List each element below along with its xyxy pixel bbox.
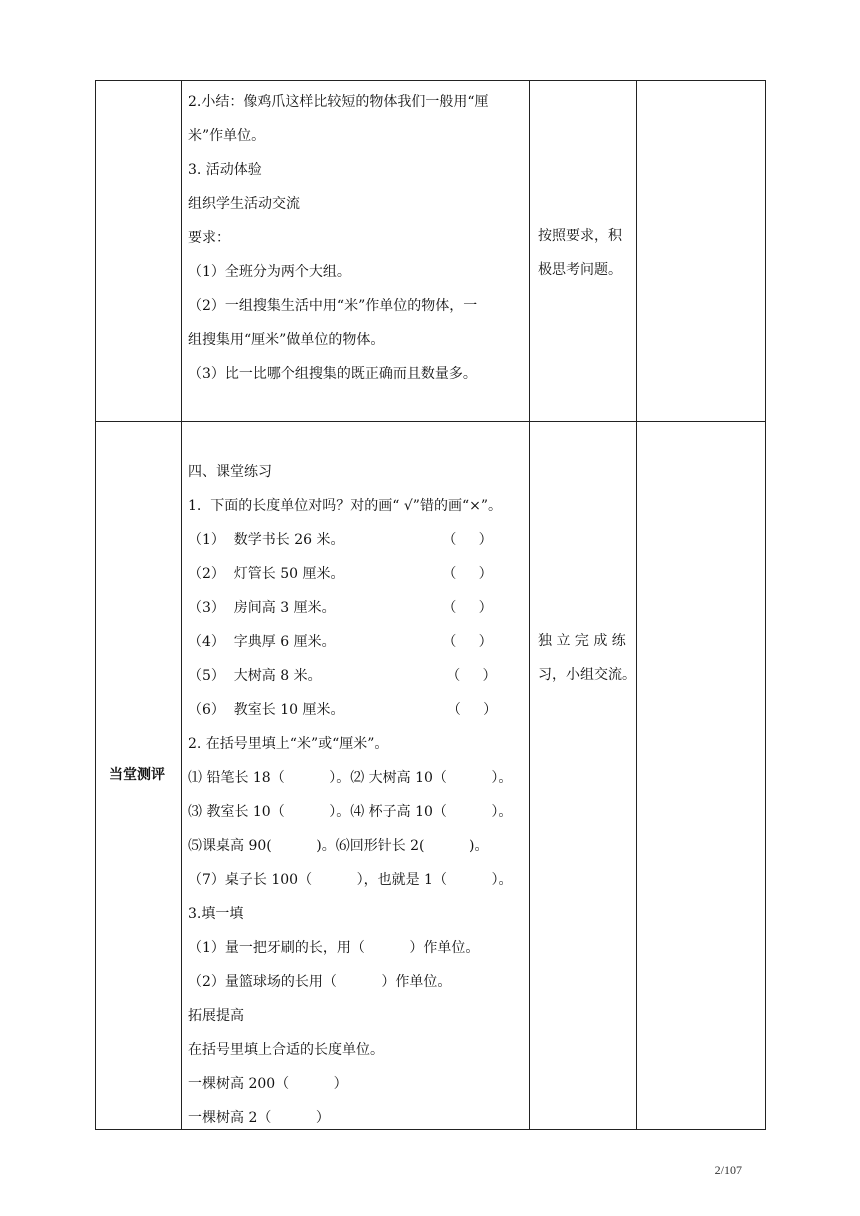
content-line: 拓展提高 <box>188 1008 244 1024</box>
content-line: （7）桌子长 100（ ），也就是 1（ ）。 <box>188 872 513 888</box>
student-activity-line: 习，小组交流。 <box>538 667 636 683</box>
content-line: ⑶ 教室长 10（ ）。⑷ 杯子高 10（ ）。 <box>188 804 513 820</box>
content-line: （1） 数学书长 26 米。 （ ） <box>188 532 493 548</box>
content-line: （2）量篮球场的长用（ ）作单位。 <box>188 974 452 990</box>
content-line: 组搜集用“厘米”做单位的物体。 <box>188 332 385 348</box>
content-line: （6） 教室长 10 厘米。 （ ） <box>188 702 498 718</box>
content-line: （1）量一把牙刷的长，用（ ）作单位。 <box>188 940 480 956</box>
content-line: 3. 活动体验 <box>188 162 262 178</box>
column-divider-1 <box>181 80 182 1130</box>
student-activity-line: 独 立 完 成 练 <box>538 633 626 649</box>
lesson-table <box>95 80 766 1130</box>
row2-content-cell <box>188 455 528 1135</box>
row2-student-cell <box>538 624 634 692</box>
table-left-border <box>95 80 96 1130</box>
page-number: 2/107 <box>714 1163 742 1177</box>
content-line: 组织学生活动交流 <box>188 196 300 212</box>
content-line: 四、课堂练习 <box>188 464 272 480</box>
section-label: 当堂测评 <box>109 767 165 783</box>
content-line: 米”作单位。 <box>188 128 266 144</box>
content-line: 一棵树高 2（ ） <box>188 1110 330 1126</box>
student-activity-line: 按照要求，积 <box>538 228 622 244</box>
content-line: ⑸课桌高 90( )。⑹回形针长 2( )。 <box>188 838 489 854</box>
content-line: （1）全班分为两个大组。 <box>188 264 351 280</box>
table-right-border <box>765 80 766 1130</box>
content-line: 2.小结：像鸡爪这样比较短的物体我们一般用“厘 <box>188 94 489 110</box>
content-line: 在括号里填上合适的长度单位。 <box>188 1042 384 1058</box>
row-divider <box>95 421 766 422</box>
content-line: 3.填一填 <box>188 906 244 922</box>
content-line: （2）一组搜集生活中用“米”作单位的物体，一 <box>188 298 478 314</box>
content-line: ⑴ 铅笔长 18（ ）。⑵ 大树高 10（ ）。 <box>188 770 513 786</box>
student-activity-line: 极思考问题。 <box>538 262 622 278</box>
column-divider-3 <box>636 80 637 1130</box>
table-top-border <box>95 80 766 81</box>
content-line: （2） 灯管长 50 厘米。 （ ） <box>188 566 493 582</box>
content-line: 1. 下面的长度单位对吗？对的画“ √”错的画“×”。 <box>188 498 502 514</box>
content-line: （3） 房间高 3 厘米。 （ ） <box>188 600 493 616</box>
content-line: （3）比一比哪个组搜集的既正确而且数量多。 <box>188 366 477 382</box>
content-line: （5） 大树高 8 米。 （ ） <box>188 668 497 684</box>
content-line: 要求： <box>188 230 230 246</box>
content-line: 一棵树高 200（ ） <box>188 1076 348 1092</box>
content-line: （4） 字典厚 6 厘米。 （ ） <box>188 634 493 650</box>
row1-content-cell <box>188 85 528 391</box>
column-divider-2 <box>529 80 530 1130</box>
row1-student-cell <box>538 219 634 287</box>
content-line: 2. 在括号里填上“米”或“厘米”。 <box>188 736 389 752</box>
